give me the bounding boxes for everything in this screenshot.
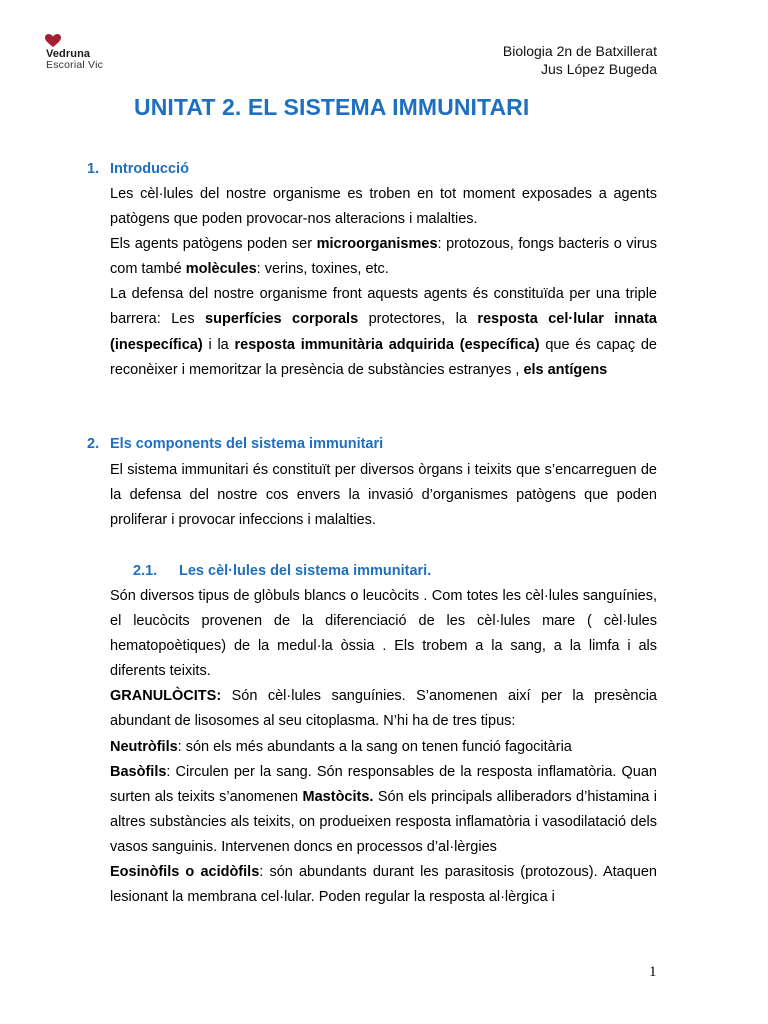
page-header [503,42,657,78]
paragraph-eosinofils: Eosinòfils o acidòfils: són abundants durant les parasitosis (protozous). Ataquen lesionant la membrana cel·lular. Poden regular la resposta al·lèrgica i [110,864,657,906]
page-number: 1 [649,964,657,980]
subsection-number: 2.1. [133,563,158,579]
author-name: Jus López Bugeda [541,61,657,77]
paragraph-neutrofils: Neutròfils: són els més abundants a la sang on tenen funció fagocitària [110,738,572,755]
section-heading-components [87,436,383,452]
paragraph: Són diversos tipus de glòbuls blancs o leucòcits . Com totes les cèl·lules sanguínies, el leucòcits provenen de la diferenciació de les cèl·lules mare ( cèl·lules hematopoètiques) de la medul·la òssia . Els trobem a la sang, a la limfa i als diferents teixits. [110,588,657,680]
section-heading-introduccio [87,161,189,177]
paragraph-granulocits: GRANULÒCITS: Són cèl·lules sanguínies. S’anomenen així per la presència abundant de lisosomes al seu citoplasma. N’hi ha de tres tipus: [110,688,657,730]
section-number: 1. [87,161,100,177]
section1-body [110,182,657,383]
subsection-title: Les cèl·lules del sistema immunitari. [179,563,432,579]
logo-subtitle: Escorial Vic [46,59,104,71]
paragraph: Les cèl·lules del nostre organisme es troben en tot moment exposades a agents patògens que poden provocar-nos alteracions i malalties. [110,186,657,228]
subsection-heading-cellules [133,563,431,579]
paragraph: Els agents patògens poden ser microorganismes: protozous, fongs bacteris o virus com també molècules: verins, toxines, etc. [110,236,657,278]
paragraph: La defensa del nostre organisme front aquests agents és constituïda per una triple barrera: Les superfícies corporals protectores, la resposta cel·lular innata (inespecífica) i la resposta immunitària adquirida (específica) que és capaç de reconèixer i memoritzar la presència de substàncies estranyes , els antígens [110,286,657,378]
subsection-body [110,584,657,910]
section-title: Els components del sistema immunitari [110,436,384,452]
logo-name: Vedruna [46,48,91,60]
section-number: 2. [87,436,100,452]
paragraph-basofils: Basòfils: Circulen per la sang. Són responsables de la resposta inflamatòria. Quan surten als teixits s’anomenen Mastòcits. Són els principals alliberadors d’histamina i altres substàncies als teixits, on produeixen resposta inflamatòria i vasodilatació dels vasos sanguinis. Intervenen doncs en processos d’al·lèrgies [110,763,657,855]
section2-body [110,458,657,533]
school-logo [45,34,105,70]
section-title: Introducció [110,161,189,177]
paragraph: El sistema immunitari és constituït per diversos òrgans i teixits que s’encarreguen de la defensa del nostre cos envers la invasió d’organismes patògens que poden proliferar i provocar infeccions i malalties. [110,462,657,529]
document-title: UNITAT 2. EL SISTEMA IMMUNITARI [134,94,530,120]
heart-logo-icon [45,34,61,48]
course-name: Biologia 2n de Batxillerat [502,43,657,59]
